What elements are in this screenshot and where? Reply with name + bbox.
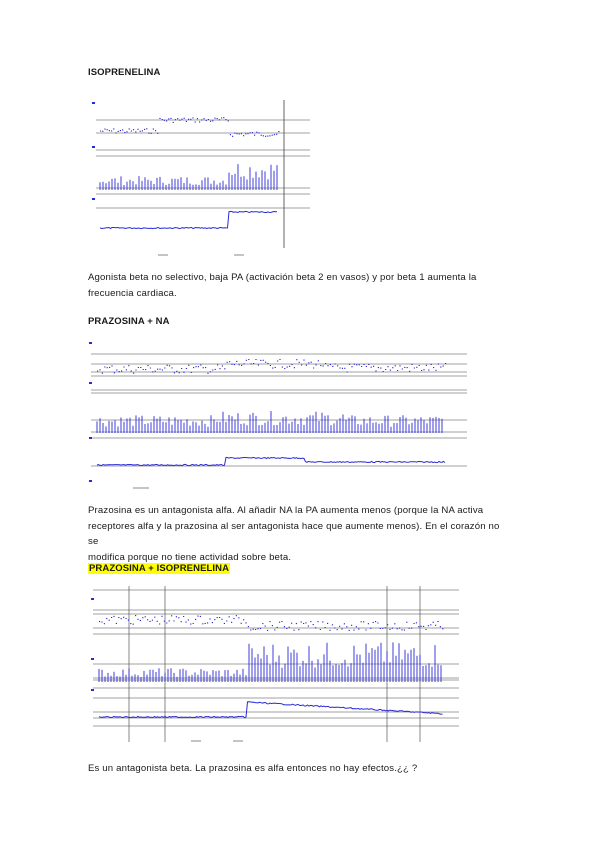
paragraph-line: Prazosina es un antagonista alfa. Al añadir NA la PA aumenta menos (porque la NA activa [88,505,484,516]
heart-rate-trace [99,642,441,682]
section-heading-prazosina-isoprenelina: PRAZOSINA + ISOPRENELINA [89,563,230,574]
section-heading-isoprenelina: ISOPRENELINA [88,67,161,78]
force-trace [97,457,445,465]
force-trace [99,702,443,718]
heart-rate-trace [100,164,277,190]
axis-tick [89,382,92,384]
paragraph-line: frecuencia cardiaca. [88,287,177,299]
axis-tick [89,342,92,344]
axis-tick [92,146,95,148]
paragraph-line: modifica porque no tiene actividad sobre beta. [88,551,292,563]
paragraph-line: receptores alfa y la prazosina al ser antagonista hace que aumente menos). En el corazón no se [88,520,500,547]
paragraph-prazosina-isoprenelina [88,761,508,777]
force-trace [100,211,277,228]
paragraph-isoprenelina [88,270,508,301]
figure-prazosina-na-recording [85,338,470,496]
figure-prazosina-isoprenelina-recording [87,584,462,749]
pressure-dots-trace [97,360,446,374]
axis-tick [92,198,95,200]
axis-tick [91,689,94,691]
axis-tick [91,658,94,660]
section-heading-prazosina-na: PRAZOSINA + NA [88,316,170,327]
paragraph-prazosina-na [88,503,508,565]
paragraph-line: Agonista beta no selectivo, baja PA (activación beta 2 en vasos) y por beta 1 aumenta la [88,272,477,283]
axis-tick [91,598,94,600]
figure-isoprenelina-recording [88,98,318,268]
heart-rate-trace [97,411,442,433]
axis-tick [92,102,95,104]
paragraph-line: Es un antagonista beta. La prazosina es alfa entonces no hay efectos.¿¿ ? [88,763,418,774]
pressure-dots-trace [100,118,279,137]
axis-tick [89,437,92,439]
axis-tick [89,480,92,482]
